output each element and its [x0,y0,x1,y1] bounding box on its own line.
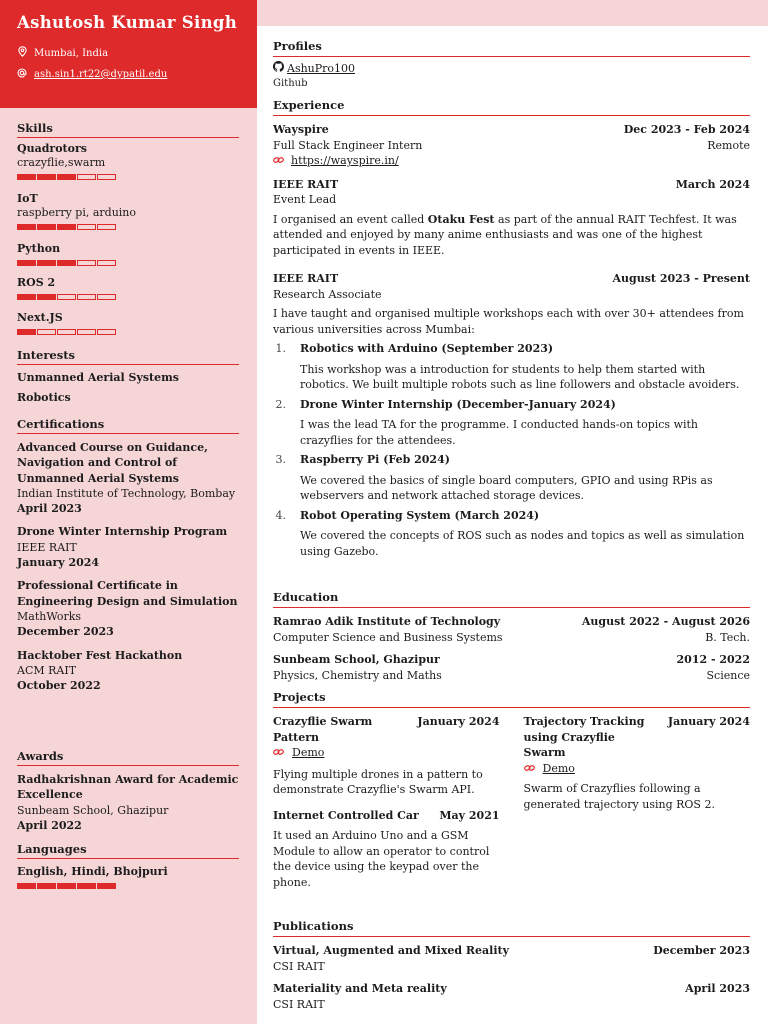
link-icon [273,153,286,169]
level-segment-filled [57,260,76,266]
profile-link[interactable] [273,61,750,77]
education-institution: Sunbeam School, Ghazipur [273,653,440,666]
interest-item: Robotics [17,391,71,404]
level-segment-empty [77,294,96,300]
publication-date: April 2023 [685,982,750,995]
level-segment-empty [97,224,116,230]
level-segment-empty [57,294,76,300]
skill-level-bar [17,294,239,300]
link-icon [524,761,537,777]
location-text: Mumbai, India [34,47,109,59]
level-segment-filled [17,174,36,180]
certification-name: Hacktober Fest Hackathon [17,648,183,662]
workshop-item [273,508,750,560]
education-institution: Ramrao Adik Institute of Technology [273,615,501,628]
experience-company: IEEE RAIT [273,272,339,285]
certification-item [17,578,239,639]
certification-issuer: Indian Institute of Technology, Bombay [17,486,236,500]
certification-name: Advanced Course on Guidance, Navigation and Control of Unmanned Aerial Systems [17,441,208,485]
certification-date: April 2023 [17,502,82,516]
workshop-number: 4. [275,508,286,522]
publication-item [273,943,750,974]
at-icon [17,68,27,81]
resume-header [0,0,257,108]
language-level-bar [17,883,239,889]
level-segment-filled [17,224,36,230]
project-name: Trajectory Tracking using Crazyflie Swarm [523,715,645,759]
workshop-list [273,341,750,559]
certification-issuer: ACM RAIT [17,663,77,677]
experience-summary [273,212,750,259]
education-date: August 2022 - August 2026 [581,615,750,628]
project-date: January 2024 [667,715,750,728]
workshop-text: I was the lead TA for the programme. I conducted hands-on topics with crazyflies for the attendees. [300,418,699,447]
award-date: April 2022 [17,818,82,832]
project-demo-label[interactable]: Demo [292,746,325,759]
project-name: Crazyflie Swarm Pattern [273,715,373,744]
certification-item [17,648,239,694]
skill-name: Python [17,242,61,255]
skills-title: Skills [17,121,239,138]
email-line[interactable] [17,68,240,81]
experience-company: IEEE RAIT [273,177,339,191]
email-link[interactable]: ash.sin1.rt22@dypatil.edu [34,69,168,80]
summary-text: as part of the annual RAIT Techfest. It was attended and enjoyed by many anime enthusiasts and was one of the highest participated in events in IEEE. [273,212,737,257]
top-band [257,0,768,26]
level-segment-filled [37,260,56,266]
experience-date: Dec 2023 - Feb 2024 [623,123,750,136]
projects-title: Projects [273,690,750,708]
workshop-title: Robot Operating System (March 2024) [300,508,540,522]
experience-section [273,98,750,559]
education-section [273,590,750,683]
experience-url-line[interactable] [273,153,750,169]
level-segment-filled [37,174,56,180]
education-date: 2012 - 2022 [676,653,750,666]
workshop-title: Robotics with Arduino (September 2023) [300,342,554,355]
project-summary: Swarm of Crazyflies following a generated trajectory using ROS 2. [523,782,715,811]
education-type: B. Tech. [705,630,750,644]
certification-date: December 2023 [17,625,114,639]
publication-name: Materiality and Meta reality [273,982,447,995]
project-demo-link[interactable] [524,761,751,777]
workshop-item [273,341,750,393]
summary-text: I organised an event called [273,212,428,226]
publication-publisher: CSI RAIT [273,959,325,973]
level-segment-empty [77,224,96,230]
certification-date: January 2024 [17,556,100,570]
experience-date: August 2023 - Present [612,272,750,285]
experience-item [273,271,750,559]
experience-position: Full Stack Engineer Intern [273,138,423,152]
workshop-item [273,397,750,449]
skill-level-bar [17,260,239,266]
profiles-title: Profiles [273,39,750,57]
certification-item [17,440,239,516]
map-pin-icon [17,46,27,60]
skill-keywords: raspberry pi, arduino [17,206,137,219]
publication-publisher: CSI RAIT [273,997,325,1011]
skill-item [17,311,239,335]
award-item [17,772,239,833]
award-issuer: Sunbeam School, Ghazipur [17,803,169,817]
github-icon [273,61,286,77]
project-item [524,714,751,812]
project-item [273,808,500,891]
level-segment-filled [17,883,36,889]
level-segment-filled [37,224,56,230]
certification-name: Professional Certificate in Engineering Design and Simulation [17,579,238,608]
workshop-title: Raspberry Pi (Feb 2024) [300,453,450,466]
experience-position: Research Associate [273,287,382,301]
skill-level-bar [17,224,239,230]
education-title: Education [273,590,750,608]
project-demo-link[interactable] [273,745,500,761]
certification-item [17,524,239,570]
awards-title: Awards [17,749,239,766]
education-area: Computer Science and Business Systems [273,630,503,644]
award-name: Radhakrishnan Award for Academic Excellence [17,773,239,802]
project-name: Internet Controlled Car [273,808,419,822]
experience-item [273,177,750,259]
level-segment-filled [17,329,36,335]
certification-issuer: MathWorks [17,609,82,623]
interests-title: Interests [17,348,239,365]
workshop-title: Drone Winter Internship (December-January 2024) [300,397,616,411]
experience-summary: I have taught and organised multiple workshops each with over 30+ attendees from various universities across Mumbai: [273,307,744,336]
project-summary: It used an Arduino Uno and a GSM Module to allow an operator to control the device using the keypad over the phone. [273,829,490,889]
profiles-section [273,39,750,90]
level-segment-empty [97,294,116,300]
publication-item [273,981,750,1012]
profile-username[interactable]: AshuPro100 [287,62,356,75]
level-segment-empty [57,329,76,335]
summary-event-name: Otaku Fest [427,212,495,226]
level-segment-filled [97,883,116,889]
link-icon [273,745,286,761]
level-segment-empty [77,174,96,180]
skill-item [17,142,239,180]
workshop-number: 2. [275,397,286,411]
skill-name: IoT [17,192,38,205]
level-segment-empty [77,329,96,335]
level-segment-empty [97,329,116,335]
level-segment-filled [37,294,56,300]
level-segment-empty [37,329,56,335]
education-area: Physics, Chemistry and Maths [273,668,442,682]
interest-item: Unmanned Aerial Systems [17,371,179,384]
certification-issuer: IEEE RAIT [17,540,77,554]
languages-title: Languages [17,842,239,859]
skill-name: Next.JS [17,311,63,324]
skill-name: Quadrotors [17,142,87,155]
publication-date: December 2023 [653,944,750,957]
experience-item [273,122,750,169]
certifications-section [17,417,239,693]
project-demo-label[interactable]: Demo [542,761,575,775]
education-item [273,614,750,645]
awards-section [17,749,239,833]
certification-date: October 2022 [17,679,101,693]
certification-name: Drone Winter Internship Program [17,525,228,539]
publication-name: Virtual, Augmented and Mixed Reality [273,944,509,957]
level-segment-filled [77,883,96,889]
skill-name: ROS 2 [17,276,56,289]
workshop-text: We covered the concepts of ROS such as nodes and topics as well as simulation using Gazebo. [300,529,745,558]
workshop-number: 3. [275,453,286,466]
skill-item [17,242,239,266]
skill-level-bar [17,174,239,180]
skill-keywords: crazyflie,swarm [17,156,106,169]
level-segment-filled [37,883,56,889]
workshop-item [273,452,750,504]
publications-title: Publications [273,919,750,937]
education-type: Science [706,668,750,682]
level-segment-filled [17,260,36,266]
experience-position: Event Lead [273,193,337,206]
experience-title: Experience [273,98,750,116]
level-segment-empty [77,260,96,266]
project-column [524,714,751,890]
profile-network: Github [273,77,308,89]
experience-date: March 2024 [675,177,750,191]
projects-grid [273,714,750,890]
level-segment-filled [57,883,76,889]
experience-location: Remote [707,138,750,152]
publications-section [273,919,750,1012]
project-summary: Flying multiple drones in a pattern to demonstrate Crazyflie's Swarm API. [273,767,483,796]
level-segment-empty [97,174,116,180]
project-date: January 2024 [417,715,500,728]
level-segment-filled [57,174,76,180]
workshop-text: This workshop was a introduction for students to help them started with robotics. We built multiple robots such as line followers and obstacle avoiders. [300,362,740,391]
person-name: Ashutosh Kumar Singh [17,13,238,32]
location-line [17,46,240,60]
experience-url[interactable]: https://wayspire.in/ [291,154,399,167]
skills-section [17,121,239,138]
level-segment-filled [57,224,76,230]
languages-value: English, Hindi, Bhojpuri [17,865,168,878]
project-item [273,714,500,798]
interests-section [17,348,239,404]
projects-section [273,690,750,890]
education-item [273,652,750,683]
languages-section [17,842,239,889]
workshop-text: We covered the basics of single board computers, GPIO and using RPis as webservers and network attached storage devices. [300,473,713,502]
experience-company: Wayspire [273,123,329,136]
skill-level-bar [17,329,239,335]
skill-item [17,192,239,230]
skill-item [17,276,239,300]
workshop-number: 1. [275,342,286,355]
level-segment-filled [17,294,36,300]
project-column [273,714,500,890]
certifications-title: Certifications [17,417,239,434]
level-segment-empty [97,260,116,266]
project-date: May 2021 [439,808,500,822]
